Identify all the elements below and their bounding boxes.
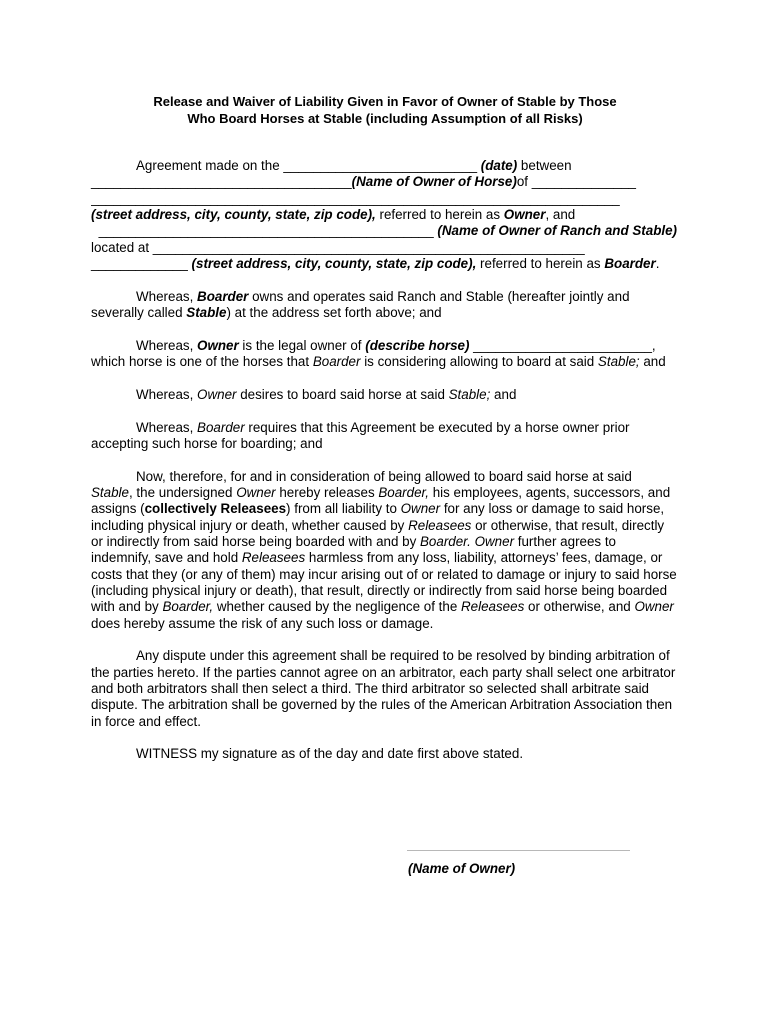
- agreement-line-5: _____________________________________________ (Name of Owner of Ranch and Stable): [98, 223, 677, 239]
- title-line-2: Who Board Horses at Stable (including Assumption of all Risks): [187, 111, 583, 126]
- release-paragraph: Now, therefore, for and in consideration of being allowed to board said horse at said Stable, the undersigned Owner hereby releases Boarder, his employees, agents, successors, and assigns (collectively Releasees) from all liability to Owner for any loss or damage to said horse, including physical injury or death, whether caused by Releasees or otherwise, that result, directly or indirectly from said horse being boarded with and by Boarder. Owner further agrees to indemnify, save and hold Releasees harmless from any loss, liability, attorneys’ fees, damage, or costs that they (or any of them) may incur arising out of or related to damage or injury to said horse (including physical injury or death), that result, directly or indirectly from said horse being boarded with and by Boarder, whether caused by the negligence of the Releasees or otherwise, and Owner does hereby assume the risk of any such loss or damage.: [91, 468, 677, 631]
- arbitration-paragraph: Any dispute under this agreement shall be required to be resolved by binding arbitration of the parties hereto. If the parties cannot agree on an arbitrator, each party shall select one arbitrator and both arbitrators shall then select a third. The third arbitrator so selected shall arbitrate said dispute. The arbitration shall be governed by the rules of the American Arbitration Association then in force and effect.: [91, 648, 676, 729]
- whereas-paragraph-1: Whereas, Boarder owns and operates said Ranch and Stable (hereafter jointly and severally called Stable) at the address set forth above; and: [91, 288, 630, 321]
- agreement-line-3: _______________________________________________________________________: [91, 190, 620, 206]
- agreement-paragraph: [91, 158, 677, 272]
- signature-line: [407, 850, 630, 851]
- document-title: [60, 93, 710, 127]
- agreement-line-1: Agreement made on the __________________________ (date) between: [136, 158, 572, 173]
- agreement-line-2: ___________________________________ (Name of Owner of Horse) of ______________: [91, 174, 636, 190]
- agreement-line-6: located at __________________________________________________________: [91, 239, 585, 255]
- owner-name-label: (Name of Owner): [408, 861, 516, 876]
- whereas-paragraph-4: Whereas, Boarder requires that this Agreement be executed by a horse owner prior accepting such horse for boarding; and: [91, 419, 630, 451]
- witness-paragraph: WITNESS my signature as of the day and date first above stated.: [136, 746, 524, 762]
- agreement-line-4: (street address, city, county, state, zip code), referred to herein as Owner, and: [91, 207, 576, 223]
- whereas-paragraph-3: Whereas, Owner desires to board said horse at said Stable; and: [136, 386, 517, 402]
- agreement-line-7: _____________ (street address, city, county, state, zip code), referred to herein as Boarder.: [91, 256, 660, 272]
- title-line-1: Release and Waiver of Liability Given in Favor of Owner of Stable by Those: [153, 94, 617, 109]
- document-body: [91, 158, 677, 779]
- whereas-paragraph-2: Whereas, Owner is the legal owner of (describe horse) ________________________, which horse is one of the horses that Boarder is considering allowing to board at said Stable; and: [91, 337, 666, 370]
